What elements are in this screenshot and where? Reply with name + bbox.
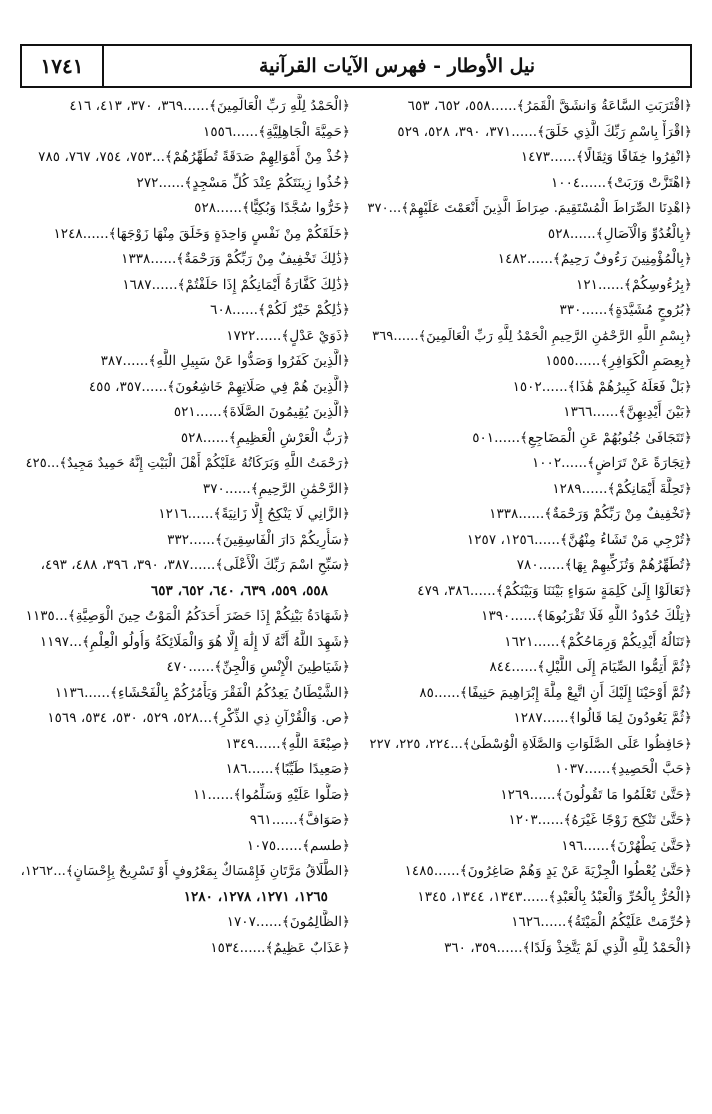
index-entry: ﴿شَيَاطِينَ الْإِنْسِ وَالْجِنِّ﴾......٤٧٠ [166,659,350,675]
index-entry: ﴿شَهِدَ اللَّهُ أَنَّهُ لَا إِلَٰهَ إِلَّا هُوَ وَالْمَلَائِكَةُ وَأُولُو الْعِلْمِ﴾...١١٩٧ [39,633,350,650]
index-entry: ﴿تَنَالُهُ أَيْدِيكُمْ وَرِمَاحُكُمْ﴾......١٦٢١ [504,633,692,650]
index-entry: ﴿الَّذِينَ كَفَرُوا وَصَدُّوا عَنْ سَبِيلِ اللَّهِ﴾......٣٨٧ [100,353,350,369]
page-number: ١٧٤١ [22,46,104,86]
index-entry: ﴿حَتَّىٰ يَطْهُرْنَ﴾......١٩٦ [561,837,692,854]
index-entry: ﴿تَحِلَّةَ أَيْمَانِكُمْ﴾......١٢٨٩ [552,480,692,497]
index-entry: ﴿تِلْكَ حُدُودُ اللَّهِ فَلَا تَقْرَبُوهَا﴾......١٣٩٠ [481,608,692,624]
index-entry: ﴿حَتَّىٰ تَعْلَمُوا مَا تَقُولُونَ﴾......١٢٦٩ [500,786,692,803]
index-entry: ﴿الَّذِينَ يُقِيمُونَ الصَّلَاةَ﴾......٥٢١ [173,404,350,420]
left-column [20,94,356,1104]
index-entry: ﴿تَتَجَافَىٰ جُنُوبُهُمْ عَنِ الْمَضَاجِعِ﴾......٥٠١ [472,429,692,446]
index-entry: ﴿الَّذِينَ هُمْ فِي صَلَاتِهِمْ خَاشِعُونَ﴾......٣٥٧، ٤٥٥ [88,378,350,395]
index-entry: ﴿الرَّحْمَٰنِ الرَّحِيمِ﴾......٣٧٠ [202,480,350,497]
index-entry: ﴿الْحُرُّ بِالْحُرِّ وَالْعَبْدُ بِالْعَبْدِ﴾......١٣٤٣، ١٣٤٤، ١٣٤٥ [417,888,692,905]
index-entry: ﴿انْفِرُوا خِفَافًا وَثِقَالًا﴾......١٤٧٣ [520,149,692,165]
index-entry: ﴿رَبُّ الْعَرْشِ الْعَظِيمِ﴾......٥٢٨ [180,429,350,446]
index-entry: ﴿بِالْمُؤْمِنِينَ رَءُوفٌ رَحِيمٌ﴾......١٤٨٢ [497,251,692,267]
index-entry: ﴿اهْتَزَّتْ وَرَبَتْ﴾......١٠٠٤ [550,174,692,191]
index-entry: ﴿الشَّيْطَانُ يَعِدُكُمُ الْفَقْرَ وَيَأْمُرُكُمْ بِالْفَحْشَاءِ﴾......١١٣٦ [54,684,350,701]
index-entry: ﴿تِجَارَةً عَنْ تَرَاضٍ﴾......١٠٠٢ [531,455,692,471]
index-entry: ﴿شَهَادَةُ بَيْنِكُمْ إِذَا حَضَرَ أَحَدَكُمُ الْمَوْتُ حِينَ الْوَصِيَّةِ﴾...١١٣٥ [25,608,350,624]
index-entry: ﴿الظَّالِمُونَ﴾......١٧٠٧ [226,914,350,930]
index-entry: ﴿رَحْمَتُ اللَّهِ وَبَرَكَاتُهُ عَلَيْكُمْ أَهْلَ الْبَيْتِ إِنَّهُ حَمِيدٌ مَجِيدٌ﴾...٤٢٥ [25,456,350,471]
index-entry: ﴿الْحَمْدُ لِلَّهِ الَّذِي لَمْ يَتَّخِذْ وَلَدًا﴾......٣٥٩، ٣٦٠ [444,939,692,956]
index-entry: ﴿تُطَهِّرُهُمْ وَتُزَكِّيهِمْ بِهَا﴾......٧٨٠ [516,557,692,573]
index-entry: ﴿خَلَقَكُمْ مِنْ نَفْسٍ وَاحِدَةٍ وَخَلَقَ مِنْهَا زَوْجَهَا﴾......١٢٤٨ [53,225,350,242]
index-entry: ﴿خُذُوا زِينَتَكُمْ عِنْدَ كُلِّ مَسْجِدٍ﴾......٢٧٢ [136,174,350,191]
index-entry: ﴿حُرِّمَتْ عَلَيْكُمُ الْمَيْتَةُ﴾......١٦٢٦ [511,914,692,930]
index-entry: ﴿اقْرَأْ بِاسْمِ رَبِّكَ الَّذِي خَلَقَ﴾......٣٧١، ٣٩٠، ٥٢٨، ٥٢٩ [397,123,692,140]
index-entry: ﴿سَأُرِيكُمْ دَارَ الْفَاسِقِينَ﴾......٣٣٢ [167,531,350,548]
page-header [20,44,692,88]
index-entry: ﴿حَافِظُوا عَلَى الصَّلَوَاتِ وَالصَّلَاةِ الْوُسْطَىٰ﴾...٢٢٤، ٢٢٥، ٢٢٧ [369,736,692,752]
index-entry: ﴿ذَٰلِكَ تَخْفِيفٌ مِنْ رَبِّكُمْ وَرَحْمَةٌ﴾......١٣٣٨ [121,251,350,267]
index-entry: ﴿خُذْ مِنْ أَمْوَالِهِمْ صَدَقَةً تُطَهِّرُهُمْ﴾...٧٥٣، ٧٥٤، ٧٦٧، ٧٨٥ [38,149,350,165]
index-entry: ﴿تَعَالَوْا إِلَىٰ كَلِمَةٍ سَوَاءٍ بَيْنَنَا وَبَيْنَكُمْ﴾......٣٨٦، ٤٧٩ [417,582,692,599]
page-title: نيل الأوطار - فهرس الآيات القرآنية [259,55,535,77]
index-entry: ﴿بِرُءُوسِكُمْ﴾......١٢١ [576,276,692,293]
index-entry: ﴿صَوَافَّ﴾......٩٦١ [249,812,350,828]
index-entry: ﴿حَبَّ الْحَصِيدِ﴾......١٠٣٧ [555,761,692,777]
index-entry: ﴿عَذَابٌ عَظِيمٌ﴾......١٥٣٤ [210,939,350,956]
index-entry: ﴿ثُمَّ يَعُودُونَ لِمَا قَالُوا﴾......١٢٨٧ [513,710,692,726]
index-entry: ﴿الزَّانِي لَا يَنْكِحُ إِلَّا زَانِيَةً﴾......١٢١٦ [158,506,350,522]
index-entry: ﴿تُرْجِي مَنْ تَشَاءُ مِنْهُنَّ﴾......١٢٥٦، ١٢٥٧ [466,531,692,548]
index-entry: ﴿صَعِيدًا طَيِّبًا﴾......١٨٦ [225,761,350,777]
index-entry: ﴿بَلْ فَعَلَهُ كَبِيرُهُمْ هَٰذَا﴾......١٥٠٢ [512,378,692,395]
index-entry: ﴿ثُمَّ أَوْحَيْنَا إِلَيْكَ أَنِ اتَّبِعْ مِلَّةَ إِبْرَاهِيمَ حَنِيفًا﴾......٨٥ [419,684,692,701]
index-entry: ﴿حَتَّىٰ يُعْطُوا الْجِزْيَةَ عَنْ يَدٍ وَهُمْ صَاغِرُونَ﴾......١٤٨٥ [404,863,692,879]
index-entry: ﴿ذَٰلِكَ كَفَّارَةُ أَيْمَانِكُمْ إِذَا حَلَفْتُمْ﴾......١٦٨٧ [122,276,350,293]
index-columns [20,94,692,1104]
index-entry: ﴿حَتَّىٰ تَنْكِحَ زَوْجًا غَيْرَهُ﴾......١٢٠٣ [508,812,692,828]
index-entry: ﴿بِالْغُدُوِّ وَالْآصَالِ﴾......٥٢٨ [547,225,692,242]
index-entry: ﴿بُرُوجٍ مُشَيَّدَةٍ﴾......٣٣٠ [559,302,692,318]
index-entry: ﴿ثُمَّ أَتِمُّوا الصِّيَامَ إِلَى اللَّيْلِ﴾......٨٤٤ [489,659,692,675]
index-entry-continuation: ١٢٦٥، ١٢٧١، ١٢٧٨، ١٢٨٠ [183,888,328,905]
index-entry: ﴿اقْتَرَبَتِ السَّاعَةُ وَانشَقَّ الْقَمَرُ﴾......٥٥٨، ٦٥٢، ٦٥٣ [407,98,692,114]
index-entry: ﴿صِبْغَةَ اللَّهِ﴾......١٣٤٩ [225,735,350,752]
index-entry: ﴿طسم﴾......١٠٧٥ [246,837,350,854]
index-entry: ﴿اهْدِنَا الصِّرَاطَ الْمُسْتَقِيمَ. صِرَاطَ الَّذِينَ أَنْعَمْتَ عَلَيْهِمْ﴾...٣٧٠ [367,201,692,216]
index-entry-continuation: ٥٥٨، ٥٥٩، ٦٣٩، ٦٤٠، ٦٥٢، ٦٥٣ [150,582,328,599]
index-entry: ﴿بِسْمِ اللَّهِ الرَّحْمَٰنِ الرَّحِيمِ الْحَمْدُ لِلَّهِ رَبِّ الْعَالَمِينَ﴾......٣٦٩ [372,328,692,344]
index-entry: ﴿حَمِيَّةَ الْجَاهِلِيَّةِ﴾......١٥٥٦ [203,123,350,140]
index-entry: ﴿ذَوَيْ عَدْلٍ﴾......١٧٢٢ [226,327,350,344]
index-entry: ﴿سَبِّحِ اسْمَ رَبِّكَ الْأَعْلَى﴾......٣٨٧، ٣٩٠، ٣٩٦، ٤٨٨، ٤٩٣، [40,557,350,573]
right-column [356,94,692,1104]
index-entry: ﴿الْحَمْدُ لِلَّهِ رَبِّ الْعَالَمِينَ﴾......٣٦٩، ٣٧٠، ٤١٣، ٤١٦ [69,98,350,114]
index-entry: ﴿خَرُّوا سُجَّدًا وَبُكِيًّا﴾......٥٢٨ [194,200,350,216]
index-entry: ﴿تَخْفِيفٌ مِنْ رَبِّكُمْ وَرَحْمَةٌ﴾......١٣٣٨ [489,506,692,522]
index-entry: ﴿صَلُّوا عَلَيْهِ وَسَلِّمُوا﴾......١١ [192,786,350,803]
index-entry: ﴿بَيْنَ أَيْدِيهِنَّ﴾......١٣٦٦ [563,404,692,420]
index-entry: ﴿بِعِصَمِ الْكَوَافِرِ﴾......١٥٥٥ [545,353,692,369]
index-entry: ﴿ص. وَالْقُرْآنِ ذِي الذِّكْرِ﴾...٥٢٨، ٥٢٩، ٥٣٠، ٥٣٤، ١٥٦٩ [47,710,350,726]
index-entry: ﴿الطَّلَاقُ مَرَّتَانِ فَإِمْسَاكٌ بِمَعْرُوفٍ أَوْ تَسْرِيحٌ بِإِحْسَانٍ﴾...١٢٦٢، [20,864,350,879]
index-entry: ﴿ذَٰلِكُمْ خَيْرٌ لَكُمْ﴾......٦٠٨ [210,302,350,318]
